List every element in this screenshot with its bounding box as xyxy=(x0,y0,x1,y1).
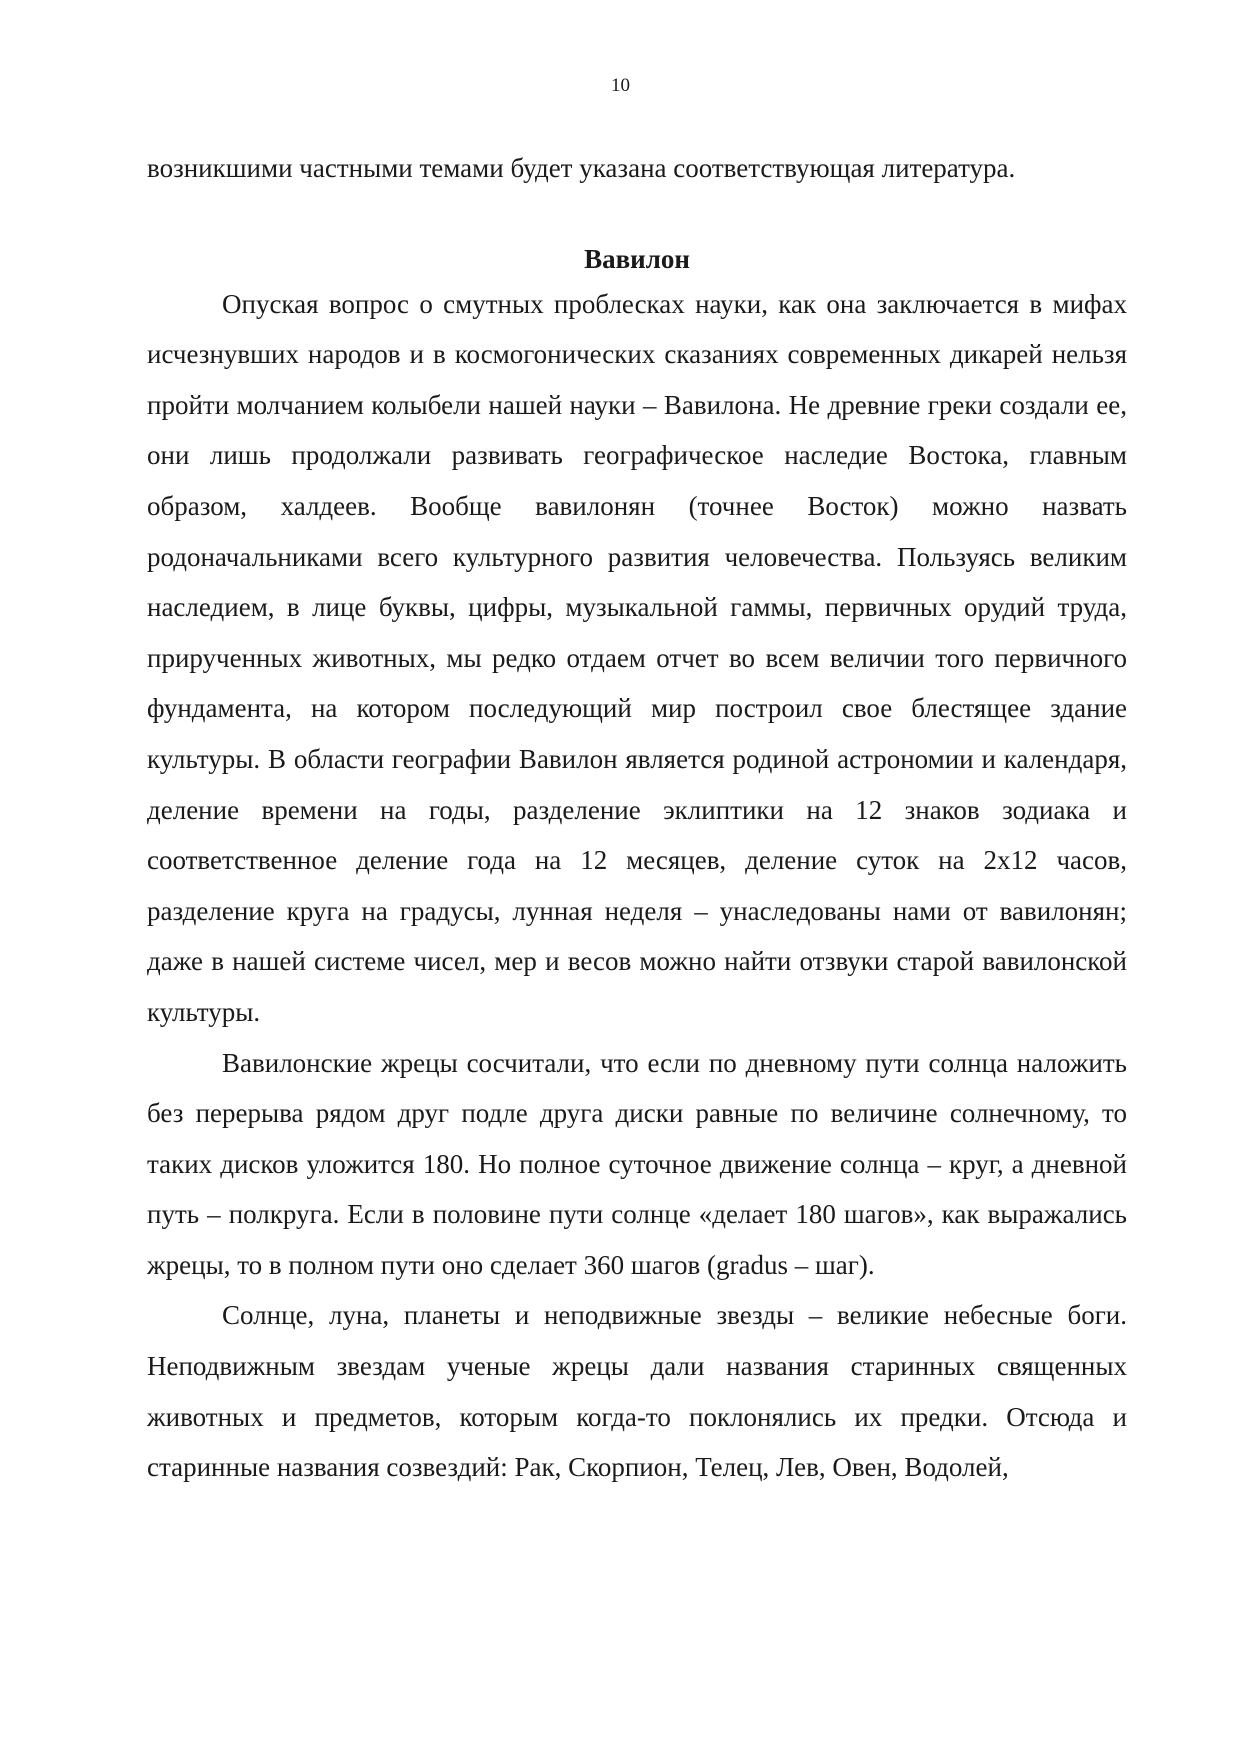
paragraph-3: Солнце, луна, планеты и неподвижные звезды – великие небесные боги. Неподвижным звездам ученые жрецы дали названия старинных священных животных и предметов, которым когда-то поклонялись их предки. Отсюда и старинные названия созвездий: Рак, Скорпион, Телец, Лев, Овен, Водолей, xyxy=(147,1300,1127,1483)
page-number: 10 xyxy=(611,75,630,96)
page-content xyxy=(147,143,1127,1493)
paragraph-1: Опуская вопрос о смутных проблесках науки, как она заключается в мифах исчезнувших народов и в космогонических сказаниях современных дикарей нельзя пройти молчанием колыбели нашей науки – Вавилона. Не древние греки создали ее, они лишь продолжали развивать географическое наследие Востока, главным образом, халдеев. Вообще вавилонян (точнее Восток) можно назвать родоначальниками всего культурного развития человечества. Пользуясь великим наследием, в лице буквы, цифры, музыкальной гаммы, первичных орудий труда, прирученных животных, мы редко отдаем отчет во всем величии того первичного фундамента, на котором последующий мир построил свое блестящее здание культуры. В области географии Вавилон является родиной астрономии и календаря, деление времени на годы, разделение эклиптики на 12 знаков зодиака и соответственное деление года на 12 месяцев, деление суток на 2х12 часов, разделение круга на градусы, лунная неделя – унаследованы нами от вавилонян; даже в нашей системе чисел, мер и весов можно найти отзвуки старой вавилонской культуры. xyxy=(147,288,1127,1027)
section-heading: Вавилон xyxy=(584,243,690,274)
lead-line: возникшими частными темами будет указана соответствующая литература. xyxy=(147,153,1016,183)
paragraph-2: Вавилонские жрецы сосчитали, что если по дневному пути солнца наложить без перерыва рядом друг подле друга диски равные по величине солнечному, то таких дисков уложится 180. Но полное суточное движение солнца – круг, а дневной путь – полкруга. Если в половине пути солнце «делает 180 шагов», как выражались жрецы, то в полном пути оно сделает 360 шагов (gradus – шаг). xyxy=(147,1047,1127,1280)
